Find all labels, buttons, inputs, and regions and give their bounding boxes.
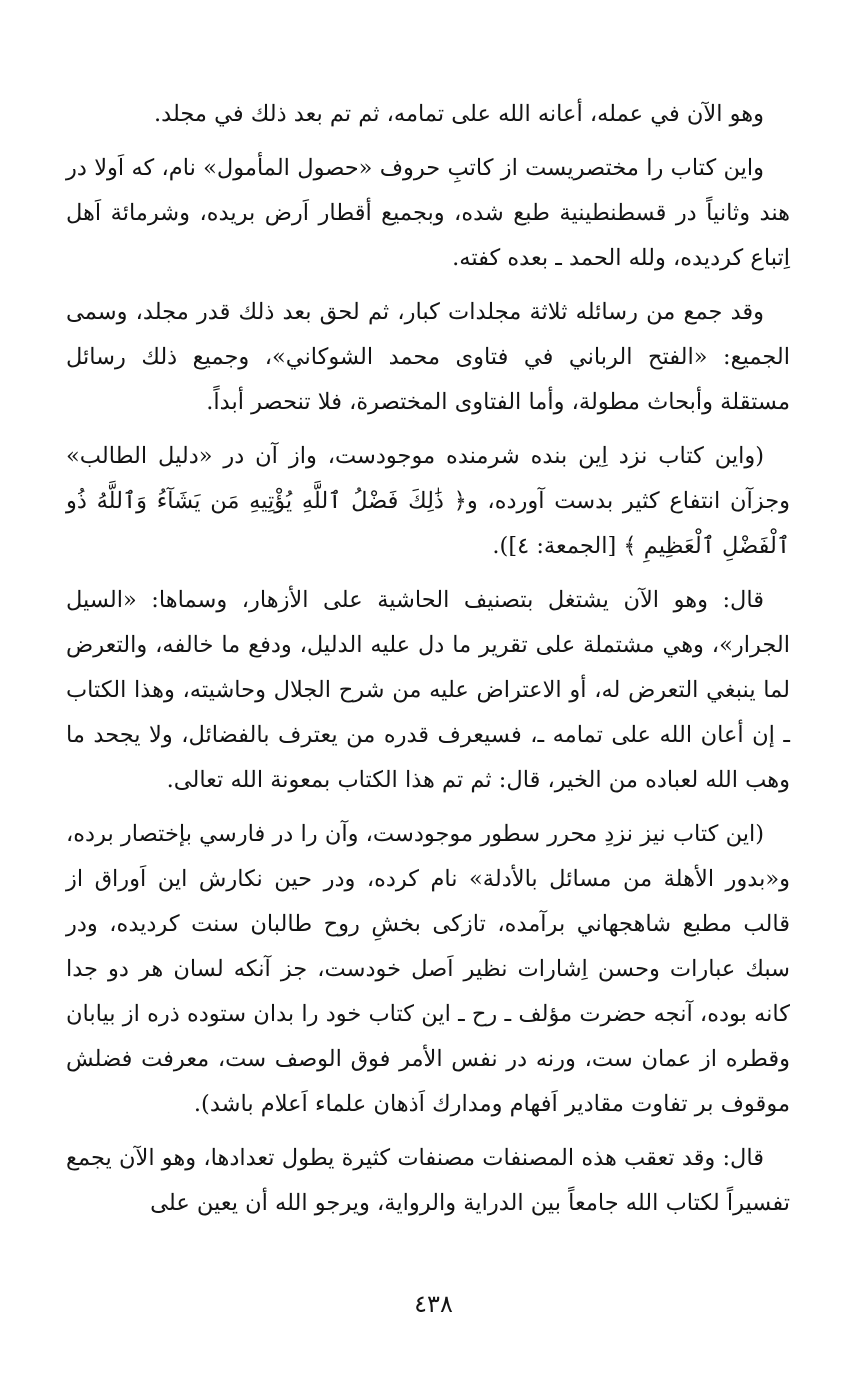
paragraph-3: وقد جمع من رسائله ثلاثة مجلدات كبار، ثم لحق بعد ذلك قدر مجلد، وسمى الجميع: «الفتح الرباني في فتاوى محمد الشوكاني»، وجميع ذلك رسائل مستقلة وأبحاث مطولة، وأما الفتاوى المختصرة، فلا تنحصر أبداً. [66, 299, 790, 415]
paragraph-7: قال: وقد تعقب هذه المصنفات مصنفات كثيرة يطول تعدادها، وهو الآن يجمع تفسيراً لكتاب الله جامعاً بين الدراية والرواية، ويرجو الله أن يعين على [66, 1145, 790, 1216]
paragraph-1: وهو الآن في عمله، أعانه الله على تمامه، ثم تم بعد ذلك في مجلد. [154, 101, 764, 127]
paragraph-5: قال: وهو الآن يشتغل بتصنيف الحاشية على الأزهار، وسماها: «السيل الجرار»، وهي مشتملة على تقرير ما دل عليه الدليل، ودفع ما خالفه، والتعرض لما ينبغي التعرض له، أو الاعتراض عليه من شرح الجلال وحاشيته، وهذا الكتاب ـ إن أعان الله على تمامه ـ، فسيعرف قدره من يعترف بالفضائل، ولا يجحد ما وهب الله لعباده من الخير، قال: ثم تم هذا الكتاب بمعونة الله تعالى. [66, 587, 790, 793]
page-number: ٤٣٨ [414, 1290, 453, 1318]
page-body [66, 92, 790, 1235]
paragraph-6: (اين كتاب نيز نزدِ محرر سطور موجودست، وآن را در فارسي بإختصار برده، و«بدور الأهلة من مسائل بالأدلة» نام كرده، ودر حين نكارش اين اَوراق از قالب مطبع شاهجهاني برآمده، تازكى بخشِ روح طالبان سنت كرديده، ودر سبك عبارات وحسن اِشارات نظير اَصل خودست، جز آنكه لسان هر دو جدا كانه بوده، آنجه حضرت مؤلف ـ رح ـ اين كتاب خود را بدان ستوده ذره از بيابان وقطره از عمان ست، ورنه در نفس الأمر فوق الوصف ست، معرفت فضلش موقوف بر تفاوت مقادير اَفهام ومدارك اَذهان علماء اَعلام باشد). [66, 821, 790, 1117]
paragraph-4-quran-quote: (واين كتاب نزد اِين بنده شرمنده موجودست، واز آن در «دليل الطالب» وجزآن انتفاع كثير بدست آورده، و﴿ ذَٰلِكَ فَضْلُ ٱللَّهِ يُؤْتِيهِ مَن يَشَآءُ وَٱللَّهُ ذُو ٱلْفَضْلِ ٱلْعَظِيمِ ﴾ [الجمعة: ٤]). [66, 443, 790, 559]
paragraph-2: واين كتاب را مختصريست از كاتبِ حروف «حصول المأمول» نام، كه اَولا در هند وثانياً در قسطنطينية طبع شده، وبجميع أقطار اَرض بريده، وشرمائة اَهل اِتباع كرديده، ولله الحمد ـ بعده كفته. [66, 155, 790, 271]
